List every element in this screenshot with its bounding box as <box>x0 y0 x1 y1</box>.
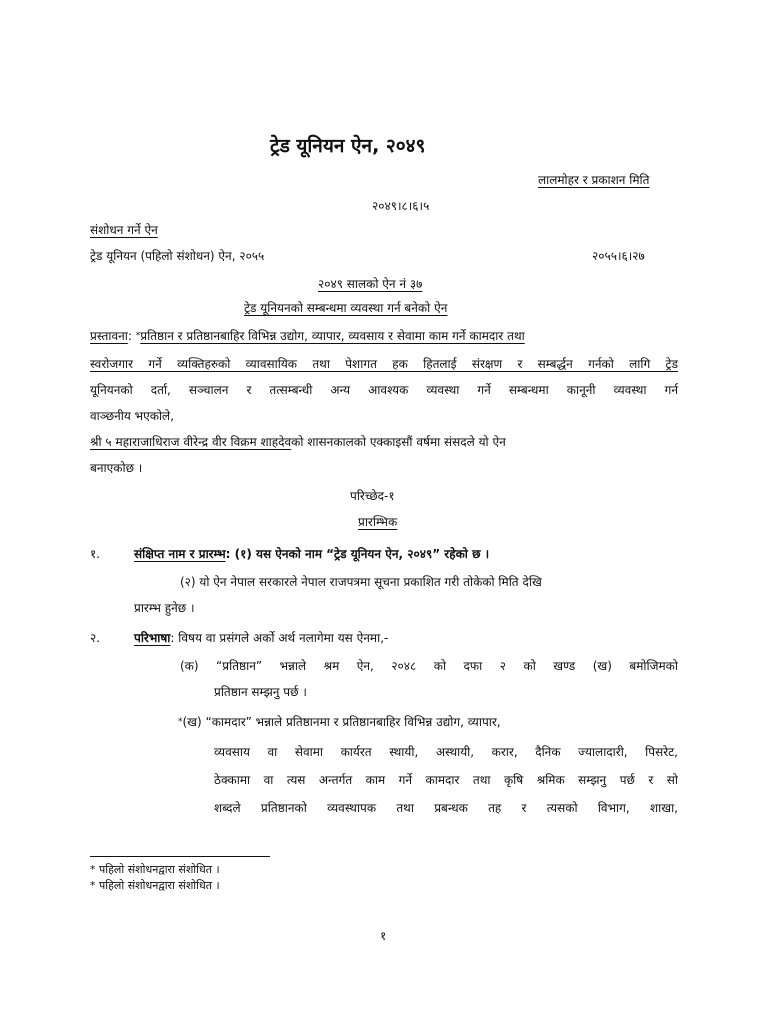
section-1-sub-1: : (१) यस ऐनको नाम “ट्रेड यूनियन ऐन, २०४९” रहेको छ । <box>225 547 490 561</box>
definition-b-line-2: व्यवसाय वा सेवामा कार्यरत स्थायी, अस्थायी, करार, दैनिक ज्यालादारी, पिसरेट, <box>214 745 678 759</box>
act-title: ट्रेड यूनियन ऐन, २०४९ <box>270 135 426 157</box>
amendment-heading: संशोधन गर्ने ऐन <box>90 223 158 237</box>
section-2-intro: : विषय वा प्रसंगले अर्को अर्थ नलागेमा यस ऐनमा,- <box>170 631 389 645</box>
section-1-line-1 <box>134 546 489 562</box>
enactment-line-2: बनाएकोछ । <box>90 461 143 475</box>
definition-b-line-4: शब्दले प्रतिष्ठानको व्यवस्थापक तथा प्रबन्धक तह र त्यसको विभाग, शाखा, <box>214 801 678 815</box>
preamble-line-2: स्वरोजगार गर्ने व्यक्तिहरुको व्यावसायिक तथा पेशागत हक हितलाई संरक्षण र सम्बर्द्धन गर्नको लागि ट्रेड <box>90 357 678 371</box>
enactment-line-1 <box>90 434 678 450</box>
section-2-heading: परिभाषा <box>134 631 171 645</box>
preamble-line-1: प्रस्तावना: *प्रतिष्ठान र प्रतिष्ठानबाहिर विभिन्न उद्योग, व्यापार, व्यवसाय र सेवामा काम गर्ने कामदार तथा <box>90 329 525 343</box>
definition-a-line-1: (क) “प्रतिष्ठान” भन्नाले श्रम ऐन, २०४८ को दफा २ को खण्ड (ख) बमोजिमको <box>180 659 678 673</box>
enactment-king: श्री ५ महाराजाधिराज वीरेन्द्र वीर विक्रम शाहदेव <box>90 435 292 449</box>
chapter-title: प्रारम्भिक <box>358 515 398 529</box>
page-number: १ <box>380 929 387 943</box>
footnote-divider <box>90 856 270 857</box>
definition-b-line-3: ठेक्कामा वा त्यस अन्तर्गत काम गर्ने कामदार तथा कृषि श्रमिक सम्झनु पर्छ र सो <box>214 773 678 787</box>
amendment-date: २०५५।६।२७ <box>592 249 645 263</box>
preamble-text-1: प्रतिष्ठान र प्रतिष्ठानबाहिर विभिन्न उद्योग, व्यापार, व्यवसाय र सेवामा काम गर्ने कामदार तथा <box>140 329 525 343</box>
preamble-line-4: वाञ्छनीय भएकोले, <box>90 409 175 423</box>
section-1-sub-2-line-2: प्रारम्भ हुनेछ । <box>134 601 195 615</box>
definition-a-line-2: प्रतिष्ठान सम्झनु पर्छ । <box>214 685 307 699</box>
footnote-1: * पहिलो संशोधनद्वारा संशोधित । <box>90 863 220 876</box>
footnote-2: * पहिलो संशोधनद्वारा संशोधित । <box>90 879 220 892</box>
preamble-line-3: यूनियनको दर्ता, सञ्चालन र तत्सम्बन्धी अन्य आवश्यक व्यवस्था गर्ने सम्बन्धमा कानूनी व्यवस्था गर्न <box>90 383 678 397</box>
section-1-heading: संक्षिप्त नाम र प्रारम्भ <box>134 547 226 561</box>
amendment-mark: * <box>135 331 141 341</box>
section-2-number: २. <box>90 631 101 645</box>
amendment-mark-b: * <box>178 717 183 727</box>
gazette-label: लालमोहर र प्रकाशन मिति <box>538 173 650 187</box>
definition-b-text-1: (ख) “कामदार” भन्नाले प्रतिष्ठानमा र प्रतिष्ठानबाहिर विभिन्न उद्योग, व्यापार, <box>182 715 501 729</box>
section-1-sub-2-line-1: (२) यो ऐन नेपाल सरकारले नेपाल राजपत्रमा सूचना प्रकाशित गरी तोकेको मिति देखि <box>180 575 542 589</box>
long-title: ट्रेड यूनियनको सम्बन्धमा व्यवस्था गर्न बनेको ऐन <box>244 301 448 315</box>
chapter-number: परिच्छेद-१ <box>350 489 395 503</box>
section-2-line <box>134 630 388 646</box>
gazette-date: २०४९।८।६।५ <box>372 199 430 213</box>
enactment-rest: को शासनकालको एक्काइसौं वर्षमा संसदले यो ऐन <box>291 435 506 449</box>
amendment-act: ट्रेड यूनियन (पहिलो संशोधन) ऐन, २०५५ <box>90 249 265 263</box>
act-number: २०४९ सालको ऐन नं ३७ <box>318 277 423 291</box>
definition-b-line-1 <box>178 714 678 730</box>
section-1-number: १. <box>90 547 101 561</box>
preamble-label: प्रस्तावना <box>90 329 128 343</box>
